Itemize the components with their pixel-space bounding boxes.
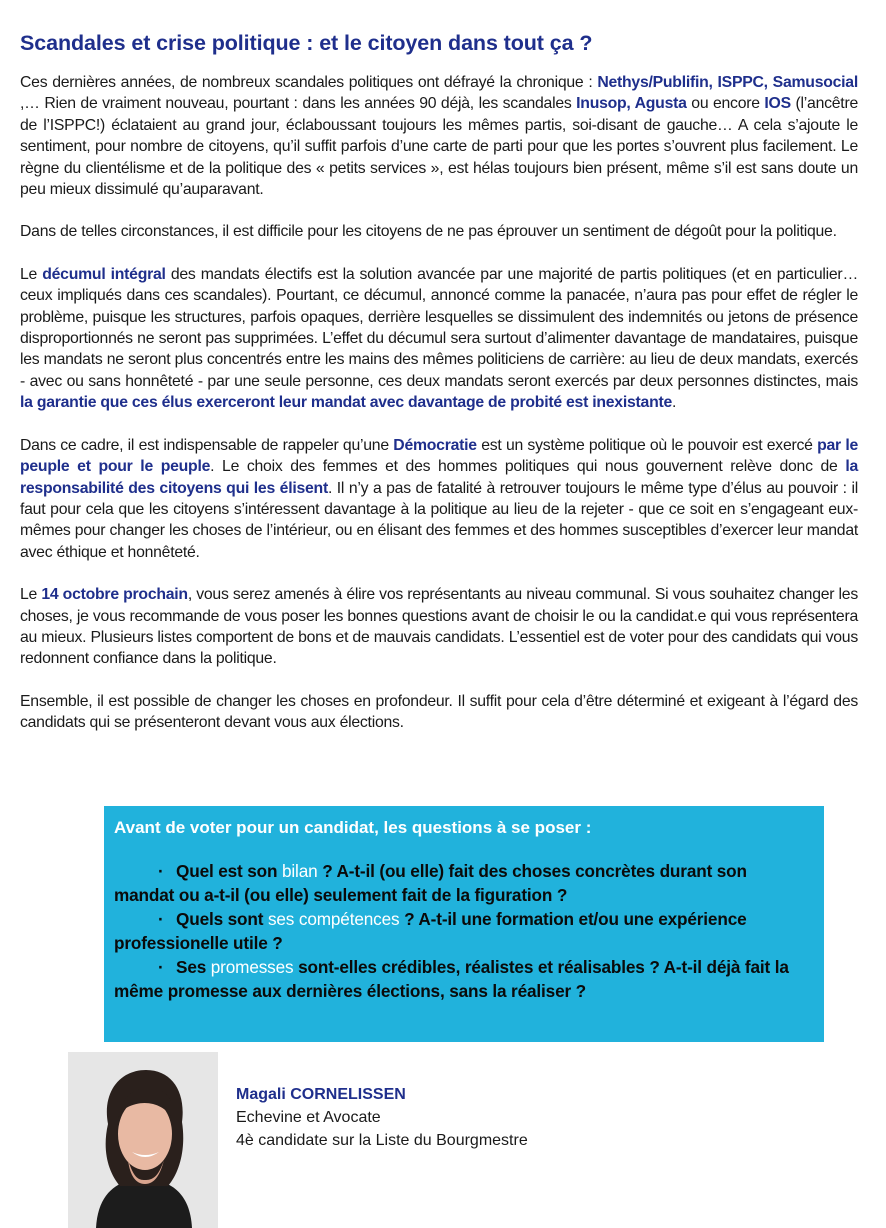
bullet-icon: · <box>158 909 164 929</box>
paragraph-text: . Le choix des femmes et des hommes politiques qui nous gouvernent relève donc de <box>210 458 846 476</box>
highlight-text: la garantie que ces élus exerceront leur mandat avec davantage de probité est inexistante <box>20 394 673 412</box>
highlight-text: la responsabilité des citoyens qui les élisent <box>20 458 859 497</box>
paragraph-text: , vous serez amenés à élire vos représentants au niveau communal. Si vous souhaitez changer les choses, je vous recommande de vous poser les bonnes questions avant de choisir le ou la candidat.e qui vous représentera au mieux. Plusieurs listes comportent de bons et de mauvais candidats. L’essentiel est de voter pour des candidats qui vous redonnent confiance dans la politique. <box>20 586 858 668</box>
highlight-text: Inusop, Agusta <box>576 95 687 113</box>
question-text: Quels sont <box>176 909 268 929</box>
bullet-icon: · <box>158 957 164 977</box>
author-name: Magali CORNELISSEN <box>236 1086 406 1103</box>
question-text: ? A-t-il une formation et/ou une expérience professionelle utile ? <box>114 909 747 953</box>
author-photo <box>68 1052 218 1228</box>
paragraph-text: Le <box>20 586 42 604</box>
paragraph-1 <box>20 72 858 200</box>
highlight-text: par le peuple et pour le peuple <box>20 436 859 476</box>
paragraph-2 <box>20 221 858 242</box>
questions-box <box>104 806 824 1042</box>
paragraph-3 <box>20 264 858 414</box>
bullet-icon: · <box>158 861 164 881</box>
paragraph-4 <box>20 435 858 563</box>
paragraph-text: ,… Rien de vraiment nouveau, pourtant : dans les années 90 déjà, les scandales <box>20 95 577 113</box>
highlight-text: IOS <box>764 95 791 113</box>
questions-title: Avant de voter pour un candidat, les questions à se poser : <box>114 818 592 837</box>
paragraph-5 <box>20 584 858 670</box>
question-text: Quel est son <box>176 861 282 881</box>
question-text: Ses <box>176 957 211 977</box>
portrait-image <box>68 1052 218 1228</box>
paragraph-text: Ces dernières années, de nombreux scandales politiques ont défrayé la chronique : <box>20 74 598 91</box>
question-keyword: promesses <box>210 957 294 977</box>
article-body <box>20 72 858 755</box>
author-signature <box>236 1083 528 1152</box>
author-role: Echevine et Avocate <box>236 1109 381 1126</box>
paragraph-text: Ensemble, il est possible de changer les choses en profondeur. Il suffit pour cela d’être déterminé et exigeant à l’égard des candidats qui se présenteront devant vous aux élections. <box>20 692 858 732</box>
paragraph-6 <box>20 691 858 734</box>
question-keyword: ses compétences <box>267 909 400 929</box>
highlight-text: Démocratie <box>393 436 477 454</box>
article-title: Scandales et crise politique : et le citoyen dans tout ça ? <box>20 31 593 55</box>
author-position: 4è candidate sur la Liste du Bourgmestre <box>236 1132 528 1149</box>
highlight-text: Nethys/Publifin, ISPPC, Samusocial <box>597 74 858 91</box>
question-item <box>114 859 806 907</box>
paragraph-text: Dans de telles circonstances, il est difficile pour les citoyens de ne pas éprouver un sentiment de dégoût pour la politique. <box>20 223 837 241</box>
question-item <box>114 955 806 1003</box>
highlight-text: 14 octobre prochain <box>41 586 188 604</box>
paragraph-text: . <box>672 394 677 412</box>
question-item <box>114 907 806 955</box>
paragraph-text: Le <box>20 265 43 283</box>
highlight-text: décumul intégral <box>42 265 166 283</box>
question-keyword: bilan <box>281 861 318 881</box>
paragraph-text: ou encore <box>686 95 765 113</box>
question-text: sont-elles crédibles, réalistes et réalisables ? A-t-il déjà fait la même promesse aux dernières élections, sans la réaliser ? <box>114 957 789 1001</box>
paragraph-text: est un système politique où le pouvoir est exercé <box>476 436 818 454</box>
paragraph-text: (l’ancêtre de l’ISPPC!) éclataient au grand jour, éclaboussant toujours les mêmes partis, soi-disant de gauche… A cela s’ajoute le sentiment, pour nombre de citoyens, qu’il suffit parfois d’une carte de parti pour que les portes s’ouvrent plus facilement. Le règne du clientélisme et de la politique des « petits services », est hélas toujours bien présent, même s’il est sans doute un peu mieux dissimulé qu’auparavant. <box>20 95 858 199</box>
questions-list <box>114 859 806 1003</box>
paragraph-text: . Il n’y a pas de fatalité à retrouver toujours le même type d’élus au pouvoir : il faut pour cela que les citoyens s’intéressent davantage à la politique au lieu de la rejeter - que ce soit en s’engageant eux-mêmes pour changer les choses de l’intérieur, ou en élisant des femmes et des hommes susceptibles d’exercer leur mandat avec éthique et honnêteté. <box>20 479 858 561</box>
paragraph-text: Dans ce cadre, il est indispensable de rappeler qu’une <box>20 436 394 454</box>
paragraph-text: des mandats électifs est la solution avancée par une majorité de partis politiques (et en particulier… ceux impliqués dans ces scandales). Pourtant, ce décumul, annoncé comme la panacée, n’aura pas pour effet de régler le problème, puisque les structures, parfois opaques, derrière lesquelles se dissimulent des indemnités ou jetons de présence disproportionnés ne seront pas supprimées. L’effet du décumul sera surtout d’alimenter davantage de mandataires, puisque les mandats ne seront plus concentrés entre les mains des mêmes politiciens de carrière: au lieu de deux mandats, exercés - avec ou sans honnêteté - par une seule personne, ces deux mandats seront exercés par deux personnes distinctes, mais <box>20 265 858 390</box>
question-text: ? A-t-il (ou elle) fait des choses concrètes durant son mandat ou a-t-il (ou elle) seulement fait de la figuration ? <box>114 861 747 905</box>
